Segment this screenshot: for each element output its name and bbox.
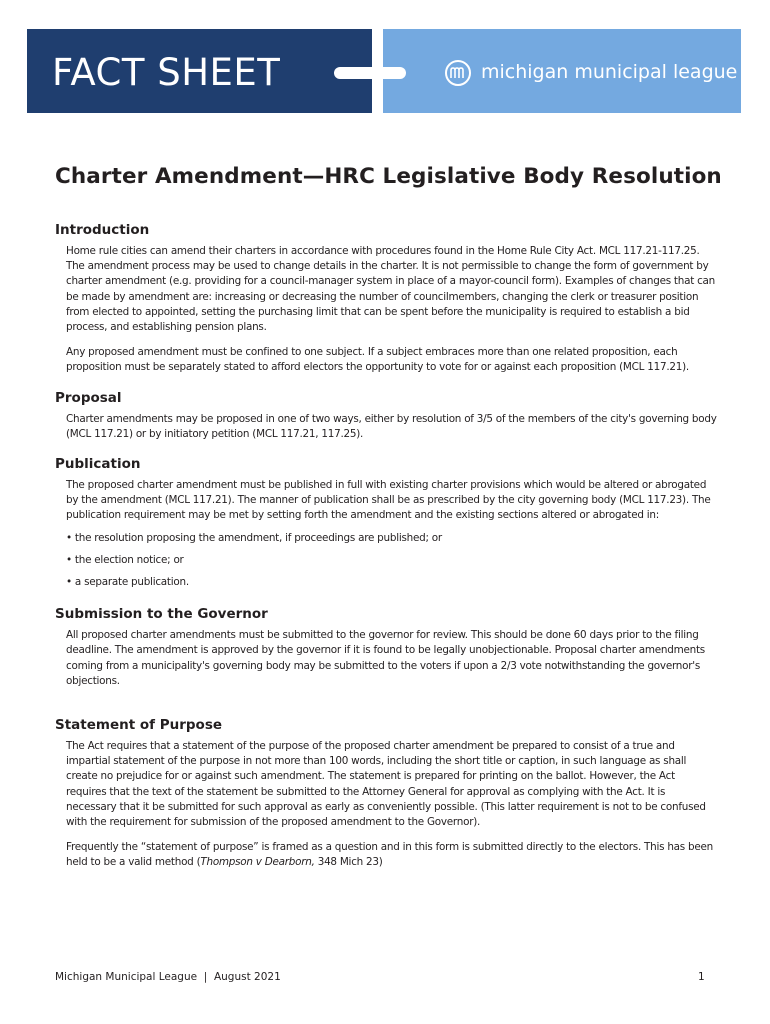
section-heading: Statement of Purpose (55, 717, 223, 734)
document-title: Charter Amendment—HRC Legislative Body Resolution (55, 164, 722, 189)
document-body (55, 220, 715, 871)
section-proposal (55, 388, 715, 442)
list-item: • the election notice; or (66, 553, 184, 566)
fact-sheet-label: FACT SHEET (52, 51, 281, 94)
section-submission (55, 604, 715, 689)
text-run: 348 Mich 23) (314, 856, 383, 869)
case-citation: Thompson v Dearborn, (200, 856, 315, 869)
footer-publisher-date: Michigan Municipal League | August 2021 (55, 971, 281, 983)
org-name: michigan municipal league (481, 61, 738, 83)
section-publication (55, 454, 715, 590)
page-number: 1 (698, 971, 705, 983)
paragraph: Any proposed amendment must be confined to one subject. If a subject embraces more than one related proposition, each proposition must be separately stated to afford electors the opportunity to vote for or against each proposition (MCL 117.21). (66, 346, 689, 374)
section-heading: Introduction (55, 222, 150, 238)
paragraph (66, 840, 717, 870)
section-heading: Publication (55, 456, 141, 473)
paragraph: Charter amendments may be proposed in one of two ways, either by resolution of 3/5 of the members of the city's governing body (MCL 117.21) or by initiatory petition (MCL 117.21, 117.25). (66, 412, 717, 440)
paragraph: All proposed charter amendments must be submitted to the governor for review. This should be done 60 days prior to the filing deadline. The amendment is approved by the governor if it is found to be legally unobjectionable. Proposal charter amendments coming from a municipality's governing body may be submitted to the voters if upon a 2/3 vote notwithstanding the governor's objections. (66, 629, 705, 687)
text-run: Frequently the “statement of purpose” is framed as a question and in this form is submitted directly to the electors. This has been held to be a valid method ( (66, 841, 713, 869)
plus-mark-horizontal (334, 67, 406, 79)
section-heading: Proposal (55, 389, 122, 406)
paragraph: The Act requires that a statement of the purpose of the proposed charter amendment be prepared to consist of a true and impartial statement of the purpose in not more than 100 words, including the short title or caption, in such language as shall create no prejudice for or against such amendment. The statement is prepared for printing on the ballot. However, the Act requires that the text of the statement be submitted to the Attorney General for approval as complying with the Act. It is necessary that it be submitted for such approval as early as conveniently possible. (This latter requirement is not to be confused with the requirement for submission of the proposed amendment to the Governor). (66, 740, 706, 829)
section-heading: Submission to the Governor (55, 606, 268, 623)
section-statement-of-purpose (55, 715, 715, 871)
list-item: • the resolution proposing the amendment, if proceedings are published; or (66, 531, 442, 544)
section-introduction (55, 220, 715, 376)
paragraph: Home rule cities can amend their charters in accordance with procedures found in the Home Rule City Act. MCL 117.21-117.25. The amendment process may be used to change details in the charter. It is not permissible to change the form of government by charter amendment (e.g. providing for a council-manager system in place of a mayor-council form). Examples of changes that can be made by amendment are: increasing or decreasing the number of councilmembers, changing the clerk or treasurer position from elected to appointed, setting the purchasing limit that can be spent before the municipality is required to establish a bid process, and establishing pension plans. (66, 245, 716, 334)
paragraph: The proposed charter amendment must be published in full with existing charter provisions which would be altered or abrogated by the amendment (MCL 117.21). The manner of publication shall be as prescribed by the city governing body (MCL 117.23). The publication requirement may be met by setting forth the amendment and the existing sections altered or abrogated in: (66, 479, 711, 522)
mml-logo-icon (444, 59, 472, 87)
list-item: • a separate publication. (66, 576, 189, 589)
